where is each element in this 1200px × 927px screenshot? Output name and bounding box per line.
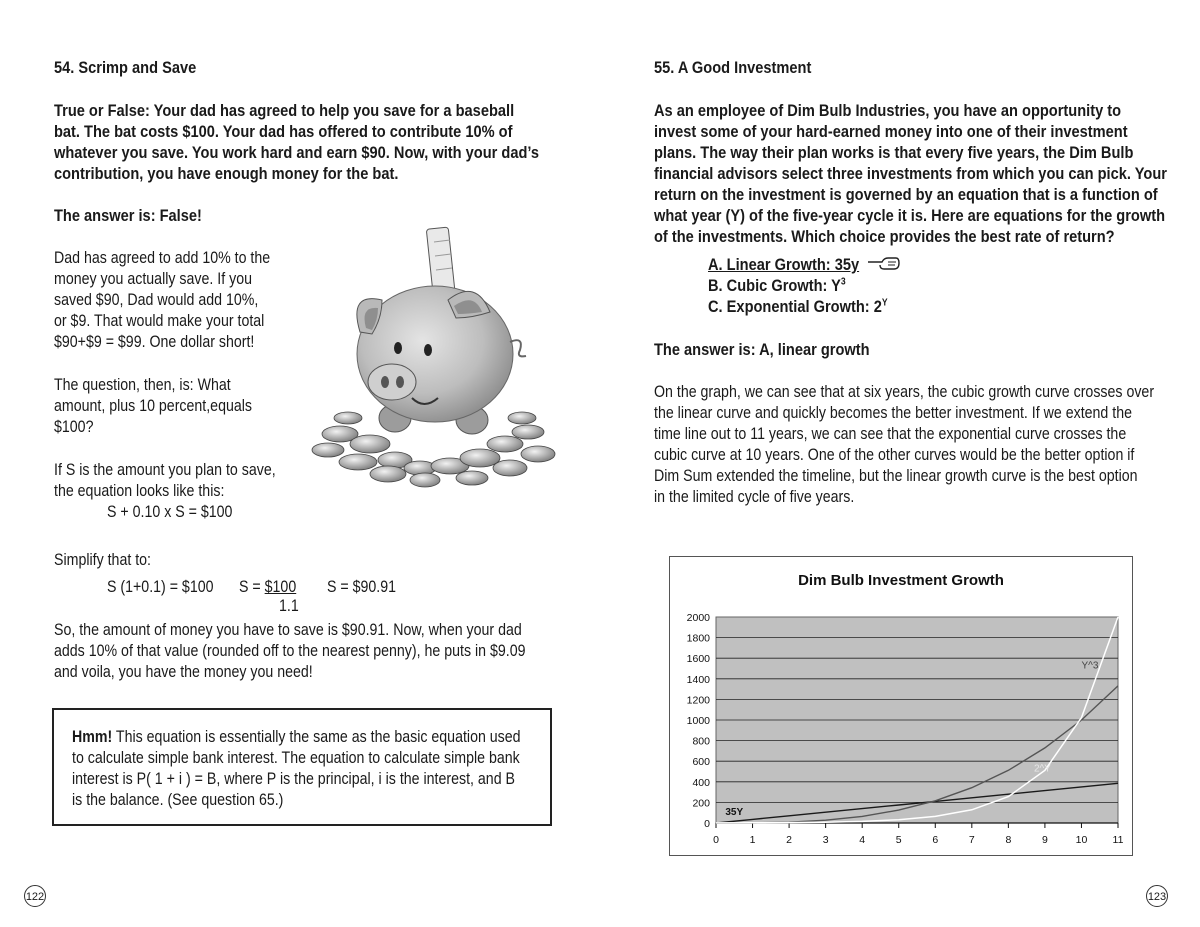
x-tick-label: 11 xyxy=(1112,834,1124,846)
series-label-3: 2^Y xyxy=(1033,763,1051,775)
x-tick-label: 6 xyxy=(932,834,939,846)
piggy-bank-illustration xyxy=(300,222,562,490)
y-tick-label: 1600 xyxy=(686,653,710,666)
question-54-answer: The answer is: False! xyxy=(54,206,202,225)
y-tick-label: 800 xyxy=(692,735,710,748)
x-tick-label: 1 xyxy=(749,834,756,846)
investment-growth-chart xyxy=(669,556,1133,856)
hmm-callout-box xyxy=(52,708,552,826)
x-tick-label: 4 xyxy=(859,834,866,846)
y-tick-label: 400 xyxy=(692,776,710,789)
question-55-text: As an employee of Dim Bulb Industries, you have an opportunity to invest some of your hard-earned money into one of their investment plans. The way their plan works is that every five years, the Dim Bulb financial advisors select three investments from which you can pick. Your return on the investment is governed by an equation that is a function of what year (Y) of the five-year cycle it is. Here are equations for the growth of the investments. Which choice provides the best rate of return? xyxy=(654,101,1167,246)
choice-a: A. Linear Growth: 35y xyxy=(708,254,917,275)
explanation-paragraph-1: Dad has agreed to add 10% to the money you actually save. If you saved $90, Dad would add 10%, or $9. That would make your total $90+$9 = $99. One dollar short! xyxy=(54,249,271,351)
question-54-title: 54. Scrimp and Save xyxy=(54,58,197,77)
x-tick-label: 10 xyxy=(1075,834,1088,846)
explanation-paragraph-3: If S is the amount you plan to save, the equation looks like this: xyxy=(54,461,276,500)
question-54-text: True or False: Your dad has agreed to help you save for a baseball bat. The bat costs $100. Your dad has offered to contribute 10% of whatever you save. You work hard and earn $90. Now, with your dad’s contribution, you have enough money for the bat. xyxy=(54,101,540,183)
x-tick-label: 7 xyxy=(968,834,975,846)
choice-c: C. Exponential Growth: $2^Y$ xyxy=(708,297,888,316)
coin-pile xyxy=(312,412,555,487)
question-55-explanation: On the graph, we can see that at six years, the cubic growth curve crosses over the linear curve and quickly becomes the better investment. If we extend the time line out to 11 years, we can see that the exponential curve crosses the cubic curve at 10 years. One of the other curves would be the better option if Dim Sum extended the timeline, but the linear growth curve is the best option in the limited cycle of five years. xyxy=(654,383,1155,506)
fraction-numerator: $100 xyxy=(264,578,297,596)
chart-svg xyxy=(670,557,1132,855)
explanation-paragraph-2: The question, then, is: What amount, plus 10 percent,equals $100? xyxy=(54,376,253,436)
fraction-denominator: 1.1 xyxy=(279,597,299,615)
series-label-2: Y^3 xyxy=(1081,660,1099,672)
page-number-right: 123 xyxy=(1146,885,1168,907)
answer-choices xyxy=(708,254,917,317)
simplify-label: Simplify that to: xyxy=(54,551,152,569)
series-label-1: 35Y xyxy=(725,806,744,818)
explanation-paragraph-4: So, the amount of money you have to save is $90.91. Now, when your dad adds 10% of that value (rounded off to the nearest penny), he puts in $9.09 and voila, you have the money you need! xyxy=(54,621,526,681)
y-tick-label: 1200 xyxy=(686,694,710,707)
y-tick-label: 1000 xyxy=(686,715,710,727)
y-axis-ticks xyxy=(687,612,711,830)
equation-a: S (1+0.1) = $100 xyxy=(107,578,214,596)
choice-b: B. Cubic Growth: $Y^3$ xyxy=(708,276,846,295)
x-tick-label: 5 xyxy=(895,834,902,846)
x-tick-label: 8 xyxy=(1005,834,1012,846)
y-tick-label: 1400 xyxy=(686,673,710,686)
y-tick-label: 200 xyxy=(692,797,710,810)
hmm-callout-text: Hmm! This equation is essentially the same as the basic equation used to calculate simple bank interest. The equation to calculate simple bank interest is P( 1 + i ) = B, where P is the principal, i is the interest, and B is the balance. (See question 65.) xyxy=(72,728,521,809)
x-tick-label: 0 xyxy=(713,834,719,846)
question-55-title: 55. A Good Investment xyxy=(654,58,812,77)
equation-b: S = $100 xyxy=(239,578,297,596)
hmm-label: Hmm! xyxy=(72,728,113,746)
y-tick-label: 0 xyxy=(704,818,710,830)
equation-c: S = $90.91 xyxy=(327,578,397,596)
pointing-hand-icon xyxy=(866,254,900,272)
page-number-left: 122 xyxy=(24,885,46,907)
x-tick-label: 9 xyxy=(1041,834,1048,846)
y-tick-label: 2000 xyxy=(686,612,710,624)
y-tick-label: 600 xyxy=(692,756,710,769)
y-tick-label: 1800 xyxy=(686,632,710,645)
x-tick-label: 3 xyxy=(822,834,829,846)
x-tick-label: 2 xyxy=(786,834,793,846)
x-axis-ticks xyxy=(713,823,1124,846)
equation-1: S + 0.10 x S = $100 xyxy=(107,503,233,521)
chart-title: Dim Bulb Investment Growth xyxy=(798,572,1004,589)
question-55-answer: The answer is: A, linear growth xyxy=(654,340,870,359)
